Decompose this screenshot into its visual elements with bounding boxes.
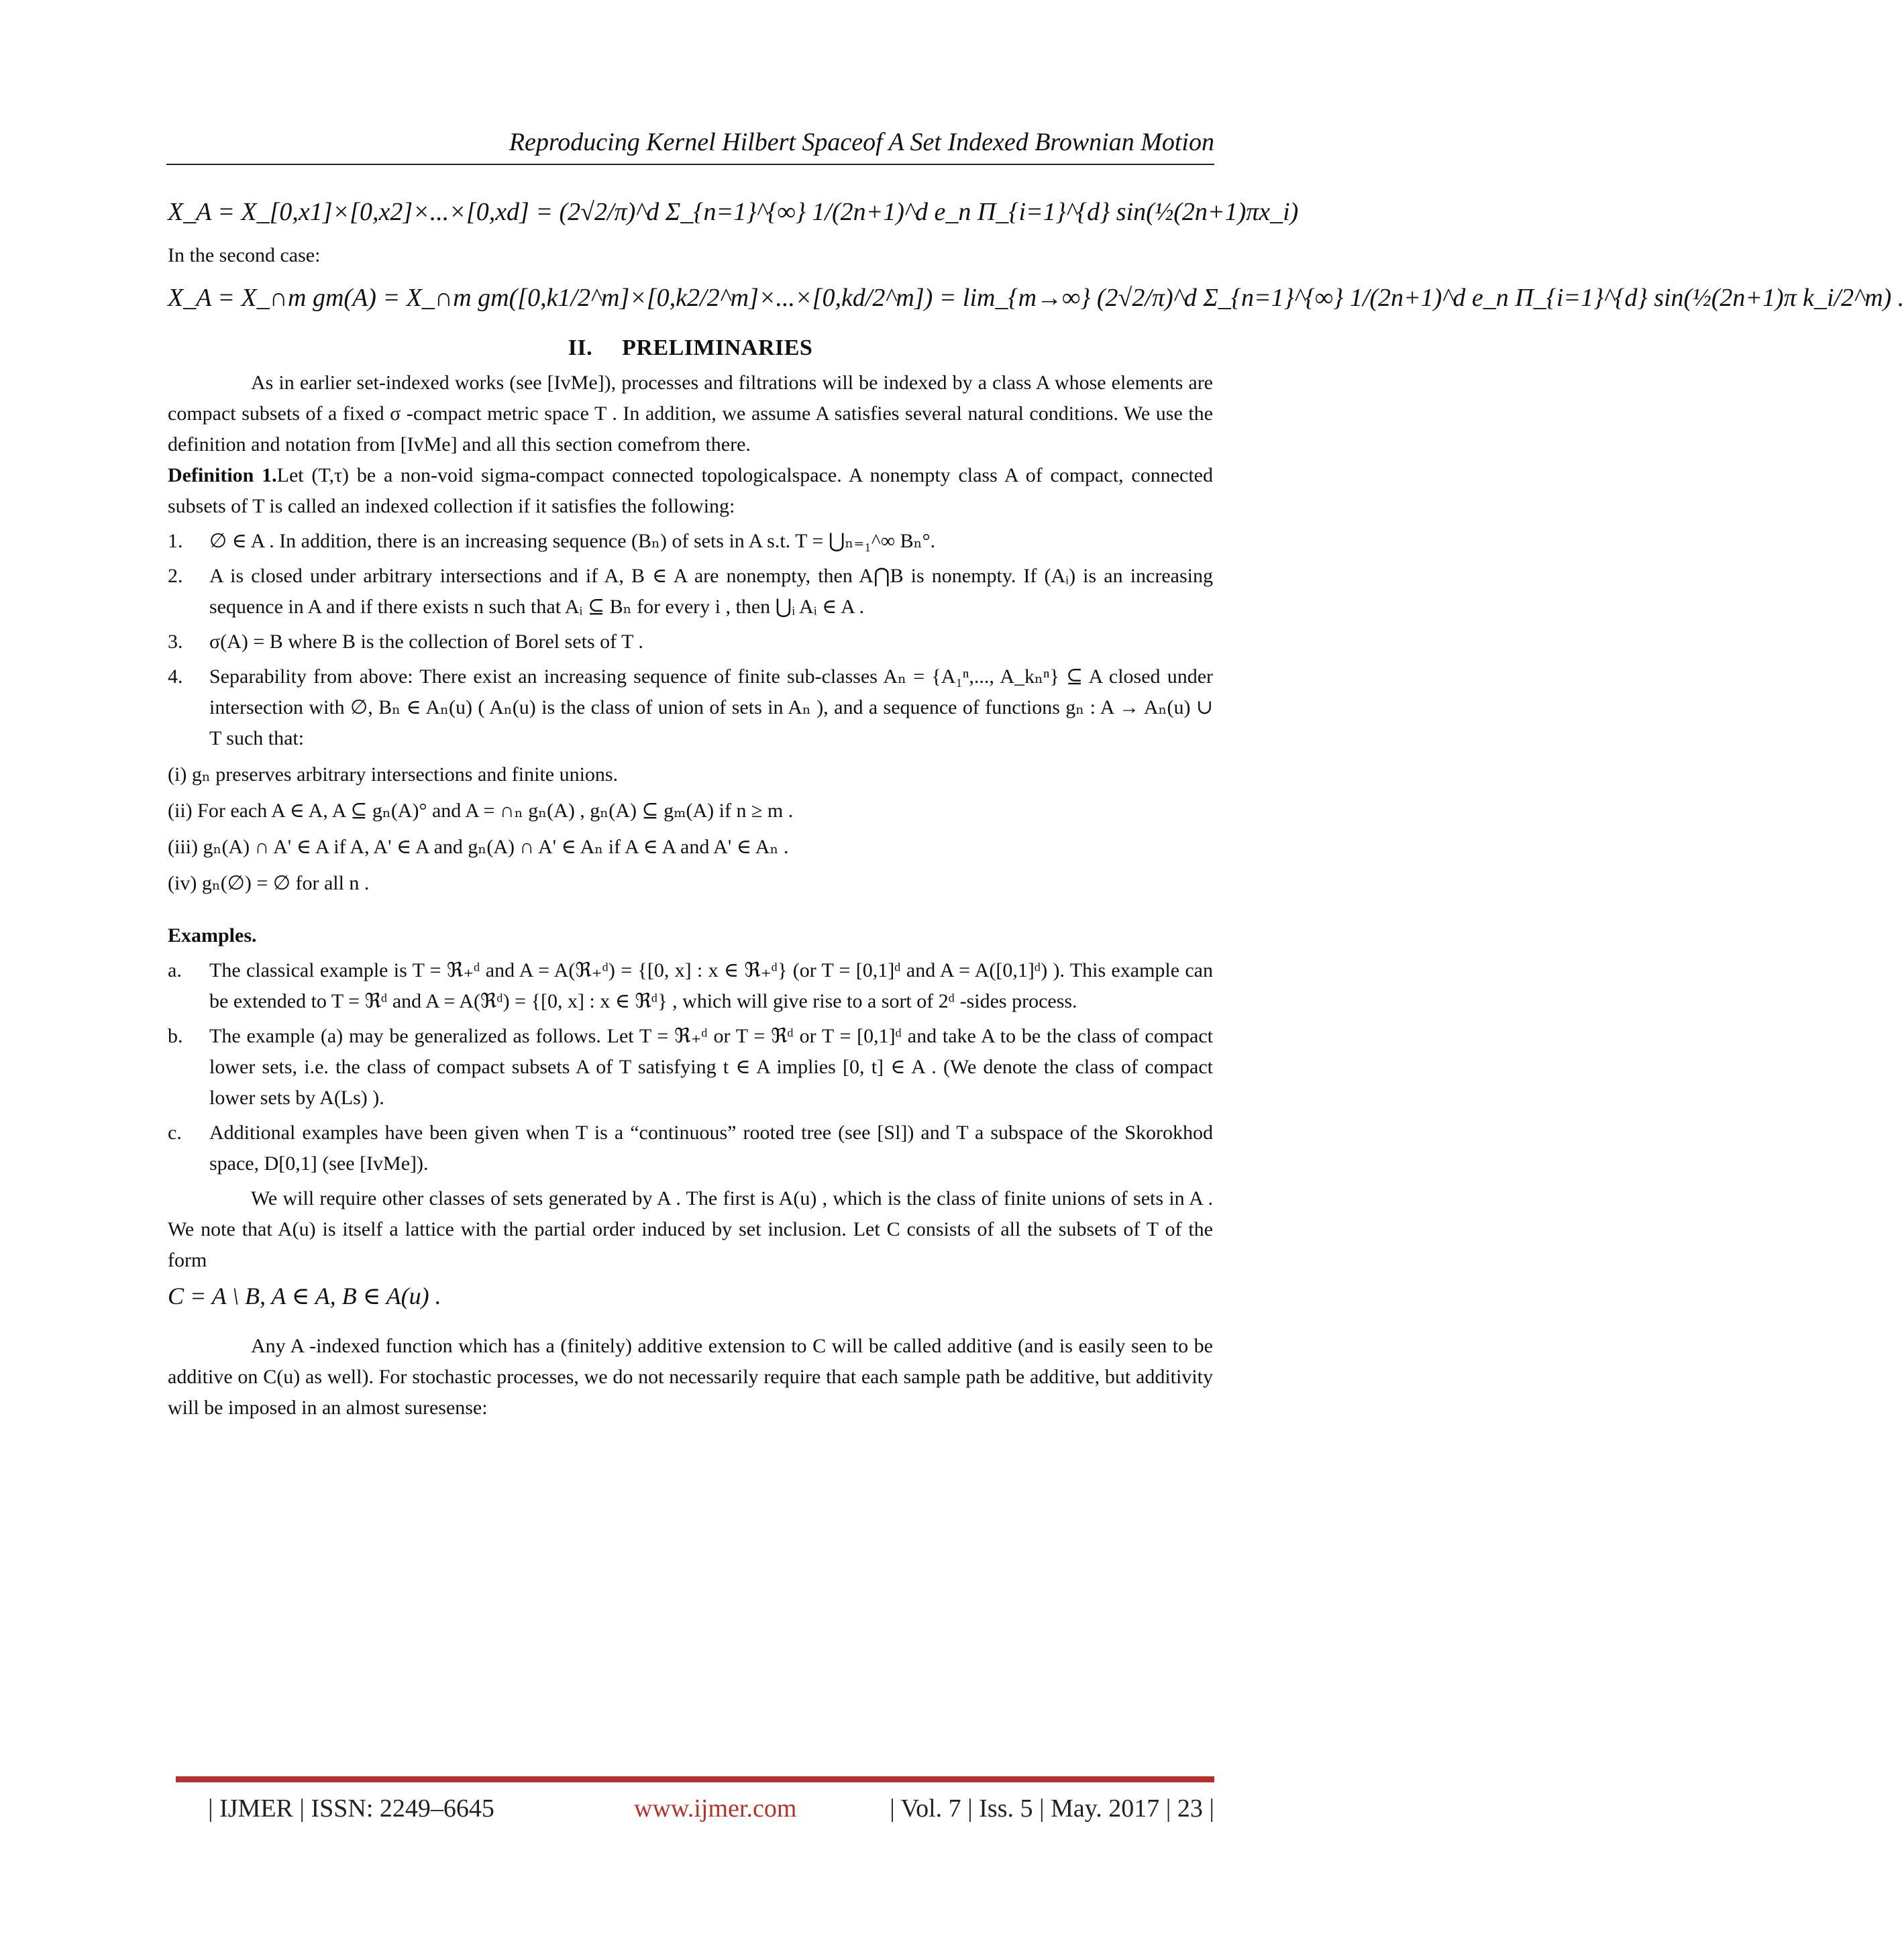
- running-title: Reproducing Kernel Hilbert Spaceof A Set Indexed Brownian Motion: [509, 128, 1214, 156]
- example-label: b.: [168, 1025, 183, 1047]
- condition-label: 2.: [168, 565, 183, 587]
- condition-text: ∅ ∈ A . In addition, there is an increasing sequence (Bₙ) of sets in A s.t. T = ⋃ₙ₌₁^∞ Bₙ°.: [209, 530, 936, 552]
- paragraph-additive: Any A -indexed function which has a (finitely) additive extension to C will be called additive (and is easily seen to be additive on C(u) as well). For stochastic processes, we do not necessarily require that each sample path be additive, but additivity will be imposed in an almost suresense:: [168, 1335, 1213, 1419]
- example-item: [168, 1021, 1213, 1114]
- condition-item: [168, 661, 1213, 754]
- example-text: The example (a) may be generalized as follows. Let T = ℜ₊ᵈ or T = ℜᵈ or T = [0,1]ᵈ and take A to be the class of compact lower sets, i.e. the class of compact subsets A of T satisfying t ∈ A implies [0, t] ∈ A . (We denote the class of compact lower sets by A(Ls) ).: [209, 1025, 1213, 1109]
- section-title: PRELIMINARIES: [622, 335, 813, 360]
- footer-rule: [176, 1776, 1214, 1782]
- example-label: c.: [168, 1122, 182, 1144]
- condition-text: σ(A) = B where B is the collection of Borel sets of T .: [209, 631, 643, 653]
- condition-label: 3.: [168, 631, 183, 653]
- condition-item: [168, 561, 1213, 623]
- sub-condition: (i) gₙ preserves arbitrary intersections and finite unions.: [168, 763, 619, 786]
- examples-title: Examples.: [168, 924, 257, 947]
- page-content: [168, 180, 1904, 1423]
- example-item: [168, 955, 1213, 1017]
- section-heading: [168, 333, 1213, 364]
- footer-volume-info: | Vol. 7 | Iss. 5 | May. 2017 | 23 |: [890, 1794, 1214, 1823]
- definition-1: [168, 460, 1213, 522]
- example-text: Additional examples have been given when T is a “continuous” rooted tree (see [Sl]) and T a subspace of the Skorokhod space, D[0,1] (see [IvMe]).: [209, 1122, 1213, 1175]
- section-number: II.: [568, 335, 593, 360]
- sub-condition: (ii) For each A ∈ A, A ⊆ gₙ(A)° and A = ∩ₙ gₙ(A) , gₙ(A) ⊆ gₘ(A) if n ≥ m .: [168, 800, 794, 822]
- condition-text: Separability from above: There exist an increasing sequence of finite sub-classes Aₙ = {A₁ⁿ,..., A_kₙⁿ} ⊆ A closed under intersection with ∅, Bₙ ∈ Aₙ(u) ( Aₙ(u) is the class of union of sets in Aₙ ), and a sequence of functions gₙ : A → Aₙ(u) ∪ T such that:: [209, 665, 1213, 749]
- example-item: [168, 1118, 1213, 1179]
- equation-2: X_A = X_∩m gm(A) = X_∩m gm([0,k1/2^m]×[0,k2/2^m]×...×[0,kd/2^m]) = lim_{m→∞} (2√2/π)^d Σ_{n=1}^{∞} 1/(2n+1)^d e_n Π_{i=1}^{d} sin(½(2n+1)π k_i/2^m) .: [168, 284, 1904, 312]
- condition-item: [168, 627, 1213, 657]
- header-rule: [166, 164, 1214, 165]
- condition-label: 1.: [168, 530, 183, 552]
- intro-paragraph: As in earlier set-indexed works (see [IvMe]), processes and filtrations will be indexed by a class A whose elements are compact subsets of a fixed σ -compact metric space T . In addition, we assume A satisfies several natural conditions. We use the definition and notation from [IvMe] and all this section comefrom there.: [168, 372, 1213, 455]
- c-formula: C = A \ B, A ∈ A, B ∈ A(u) .: [168, 1283, 441, 1309]
- footer-url-link[interactable]: www.ijmer.com: [634, 1794, 797, 1823]
- condition-text: A is closed under arbitrary intersections and if A, B ∈ A are nonempty, then A⋂B is nonempty. If (Aᵢ) is an increasing sequence in A and if there exists n such that Aᵢ ⊆ Bₙ for every i , then ⋃ᵢ Aᵢ ∈ A .: [209, 565, 1213, 618]
- sub-condition: (iv) gₙ(∅) = ∅ for all n .: [168, 872, 370, 894]
- definition-head: Definition 1.: [168, 464, 277, 486]
- example-label: a.: [168, 959, 182, 981]
- definition-text: Let (T,τ) be a non-void sigma-compact connected topologicalspace. A nonempty class A of compact, connected subsets of T is called an indexed collection if it satisfies the following:: [168, 464, 1214, 517]
- sub-condition: (iii) gₙ(A) ∩ A' ∈ A if A, A' ∈ A and gₙ(A) ∩ A' ∈ Aₙ if A ∈ A and A' ∈ Aₙ .: [168, 836, 789, 858]
- condition-item: [168, 526, 1213, 557]
- equation-1: X_A = X_[0,x1]×[0,x2]×...×[0,xd] = (2√2/π)^d Σ_{n=1}^{∞} 1/(2n+1)^d e_n Π_{i=1}^{d} sin(½(2n+1)πx_i): [168, 198, 1299, 226]
- example-text: The classical example is T = ℜ₊ᵈ and A = A(ℜ₊ᵈ) = {[0, x] : x ∈ ℜ₊ᵈ} (or T = [0,1]ᵈ and A = A([0,1]ᵈ) ). This example can be extended to T = ℜᵈ and A = A(ℜᵈ) = {[0, x] : x ∈ ℜᵈ} , which will give rise to a sort of 2ᵈ -sides process.: [209, 959, 1213, 1012]
- condition-label: 4.: [168, 665, 183, 688]
- second-case-label: In the second case:: [168, 244, 321, 266]
- footer-journal: | IJMER | ISSN: 2249–6645: [208, 1794, 494, 1823]
- paragraph-lattice: We will require other classes of sets generated by A . The first is A(u) , which is the class of finite unions of sets in A . We note that A(u) is itself a lattice with the partial order induced by set inclusion. Let C consists of all the subsets of T of the form: [168, 1187, 1213, 1271]
